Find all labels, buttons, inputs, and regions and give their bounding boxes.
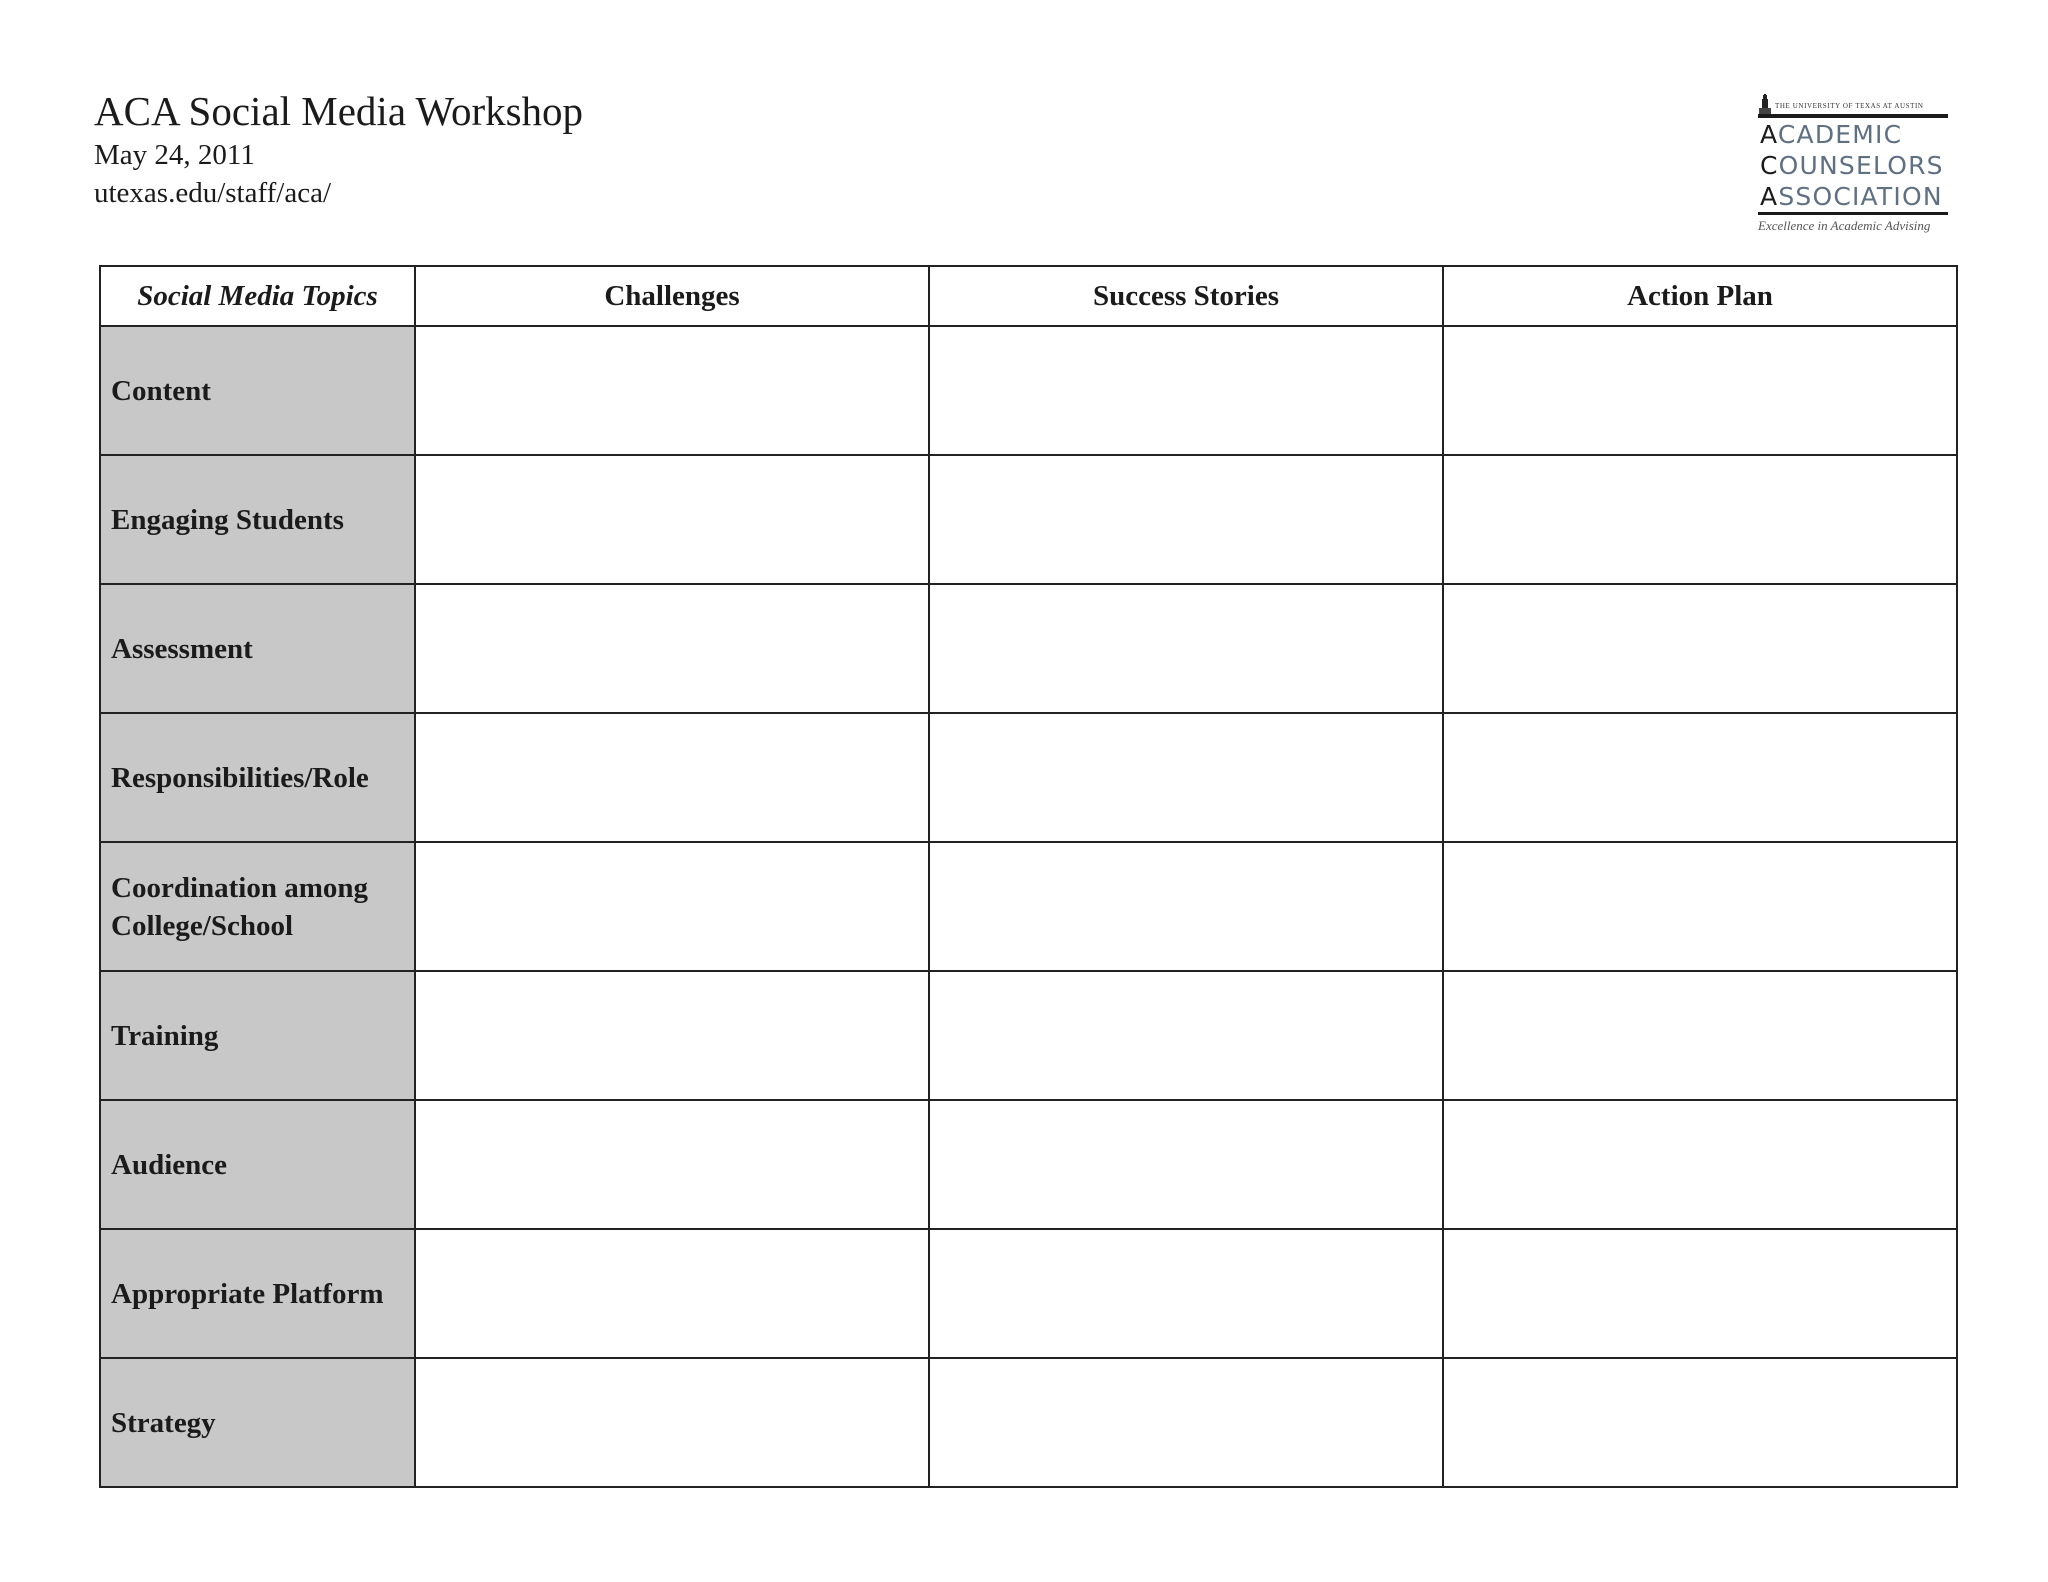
topic-cell: Audience (100, 1100, 415, 1229)
table-row (100, 842, 1957, 971)
success-stories-cell[interactable] (929, 455, 1443, 584)
action-plan-cell[interactable] (1443, 326, 1957, 455)
table-row (100, 1358, 1957, 1487)
success-stories-cell[interactable] (929, 1358, 1443, 1487)
topic-cell: Appropriate Platform (100, 1229, 415, 1358)
logo-university-name: THE UNIVERSITY OF TEXAS AT AUSTIN (1775, 102, 1924, 110)
challenges-cell[interactable] (415, 455, 929, 584)
challenges-cell[interactable] (415, 1100, 929, 1229)
action-plan-cell[interactable] (1443, 1229, 1957, 1358)
action-plan-cell[interactable] (1443, 455, 1957, 584)
column-header-success-stories: Success Stories (929, 266, 1443, 326)
document-date: May 24, 2011 (94, 139, 255, 171)
table-row (100, 326, 1957, 455)
success-stories-cell[interactable] (929, 842, 1443, 971)
logo-line-counselors: COUNSELORS (1760, 151, 1944, 180)
table-row (100, 1229, 1957, 1358)
logo-line-academic: ACADEMIC (1760, 120, 1903, 149)
challenges-cell[interactable] (415, 584, 929, 713)
success-stories-cell[interactable] (929, 1100, 1443, 1229)
logo-rule-bottom (1758, 212, 1948, 215)
topic-cell: Content (100, 326, 415, 455)
column-header-topics: Social Media Topics (100, 266, 415, 326)
worksheet-table (99, 265, 1958, 1488)
action-plan-cell[interactable] (1443, 584, 1957, 713)
table-header-row (100, 266, 1957, 326)
table-row (100, 713, 1957, 842)
topic-cell: Engaging Students (100, 455, 415, 584)
action-plan-cell[interactable] (1443, 1100, 1957, 1229)
logo-top-line (1758, 94, 1948, 114)
success-stories-cell[interactable] (929, 713, 1443, 842)
table-row (100, 971, 1957, 1100)
challenges-cell[interactable] (415, 971, 929, 1100)
action-plan-cell[interactable] (1443, 842, 1957, 971)
action-plan-cell[interactable] (1443, 1358, 1957, 1487)
challenges-cell[interactable] (415, 1229, 929, 1358)
document-url: utexas.edu/staff/aca/ (94, 177, 331, 209)
ut-tower-icon (1758, 94, 1772, 114)
success-stories-cell[interactable] (929, 584, 1443, 713)
logo-tagline: Excellence in Academic Advising (1758, 218, 1931, 233)
topic-cell: Strategy (100, 1358, 415, 1487)
aca-logo (1758, 94, 1948, 238)
action-plan-cell[interactable] (1443, 713, 1957, 842)
topic-cell (100, 842, 415, 971)
challenges-cell[interactable] (415, 326, 929, 455)
challenges-cell[interactable] (415, 713, 929, 842)
challenges-cell[interactable] (415, 842, 929, 971)
topic-label: Coordination among College/School (111, 871, 369, 942)
column-header-challenges: Challenges (415, 266, 929, 326)
success-stories-cell[interactable] (929, 971, 1443, 1100)
topic-cell: Responsibilities/Role (100, 713, 415, 842)
table-row (100, 584, 1957, 713)
challenges-cell[interactable] (415, 1358, 929, 1487)
logo-wordmark (1758, 118, 1948, 212)
success-stories-cell[interactable] (929, 326, 1443, 455)
topic-cell: Assessment (100, 584, 415, 713)
action-plan-cell[interactable] (1443, 971, 1957, 1100)
column-header-action-plan: Action Plan (1443, 266, 1957, 326)
table-row (100, 1100, 1957, 1229)
table-row (100, 455, 1957, 584)
logo-line-association: ASSOCIATION (1760, 182, 1943, 211)
topic-cell: Training (100, 971, 415, 1100)
document-header (94, 86, 583, 212)
document-title: ACA Social Media Workshop (94, 88, 584, 134)
success-stories-cell[interactable] (929, 1229, 1443, 1358)
